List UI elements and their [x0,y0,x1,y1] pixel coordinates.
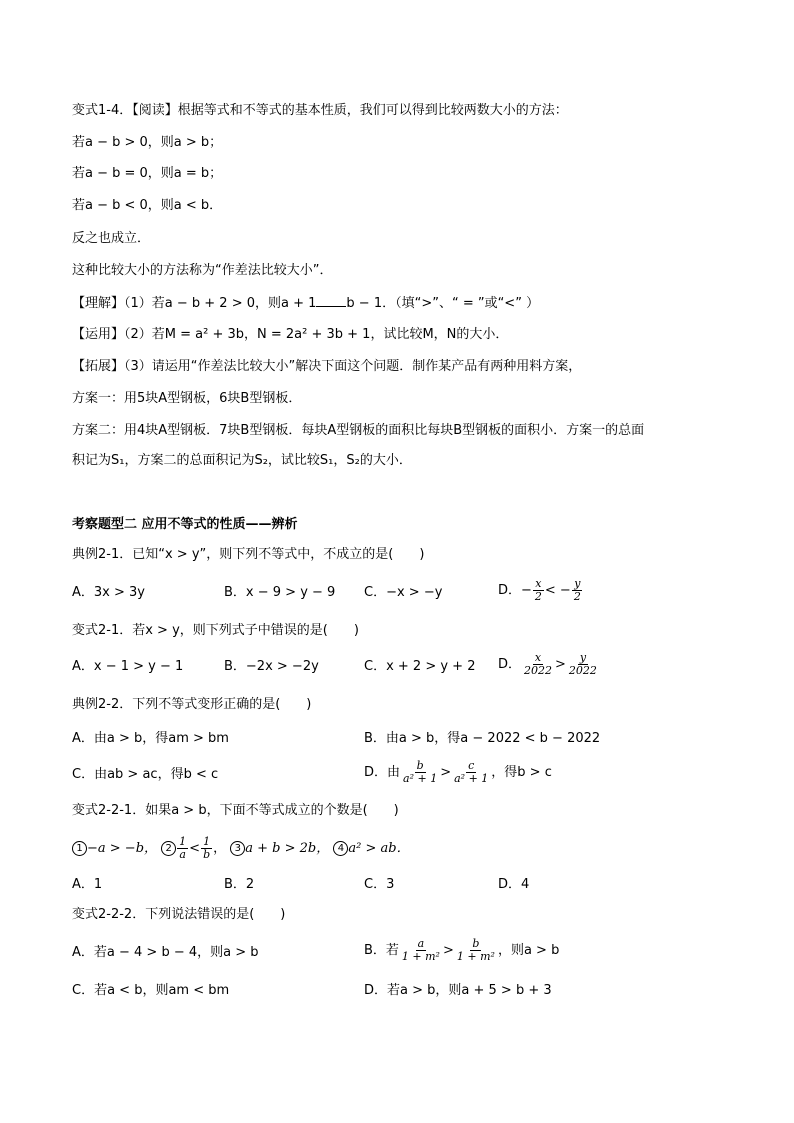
denominator: a [179,848,186,861]
option-b-label: B．若 [364,943,399,958]
denominator: 2022 [568,664,597,677]
operator: > [440,765,452,780]
fraction [401,760,439,785]
option-d[interactable] [364,760,552,785]
option-d[interactable]: D．4 [498,877,530,892]
option-c[interactable]: C．x + 2 > y + 2 [364,659,476,674]
option-d-label: D．由 [364,765,401,780]
option-c[interactable]: C．−x > −y [364,585,443,600]
option-b[interactable]: B．由a > b，得a − 2022 < b − 2022 [364,731,601,746]
fraction [201,836,212,861]
example-2-1: 典例2-1．已知“x > y”，则下列不等式中，不成立的是( ) [72,547,425,562]
section-heading: 考察题型二 应用不等式的性质——辨析 [72,517,298,532]
fraction [533,578,544,603]
denominator: 1 + m² [401,950,440,963]
fraction [177,836,188,861]
option-b[interactable]: B．x − 9 > y − 9 [224,585,336,600]
separator: ， [213,841,227,856]
numerator: y [579,651,587,664]
rule-greater: 若a − b > 0，则a > b； [72,135,223,150]
fraction [572,578,583,603]
option-c[interactable]: C．3 [364,877,395,892]
apply-question: 【运用】（2）若M = a² + 3b，N = 2a² + 3b + 1，试比较M，N的大小． [72,327,509,342]
converse-line: 反之也成立． [72,231,151,246]
operator: < [189,841,201,856]
numerator: x [534,651,542,664]
option-d-label: D．− [498,583,532,598]
circled-number: 3 [230,841,245,856]
circled-number: 1 [72,841,87,856]
fraction [455,938,497,963]
statements-line [72,836,410,861]
statement-3: a + b > 2b， [245,841,330,856]
numerator: 1 [179,835,187,848]
rule-equal: 若a − b = 0，则a = b； [72,166,223,181]
option-d[interactable] [498,578,584,603]
denominator: a² + 1 [403,772,438,785]
option-b[interactable]: B．−2x > −2y [224,659,319,674]
circled-number: 2 [161,841,176,856]
option-b-tail: ，则a > b [497,943,560,958]
plan-two: 方案二：用4块A型钢板．7块B型钢板．每块A型钢板的面积比每块B型钢板的面积小．方案一的总面 [72,423,645,438]
statement-1: −a > −b， [87,841,158,856]
option-c[interactable]: C．由ab > ac，得b < c [72,767,219,782]
operator: > [442,943,454,958]
numerator: 1 [203,835,211,848]
option-a[interactable]: A．若a − 4 > b − 4，则a > b [72,945,259,960]
variant-2-1: 变式2-1．若x > y，则下列式子中错误的是( ) [72,623,359,638]
denominator: 2022 [524,664,553,677]
numerator: b [416,759,424,772]
numerator: a [417,937,425,950]
plan-two-cont: 积记为S₁，方案二的总面积记为S₂，试比较S₁，S₂的大小． [72,453,412,468]
variant-2-2-2: 变式2-2-2．下列说法错误的是( ) [72,907,286,922]
example-2-2: 典例2-2．下列不等式变形正确的是( ) [72,697,312,712]
option-d[interactable] [498,652,600,677]
rule-less: 若a − b < 0，则a < b． [72,198,223,213]
fraction [452,760,490,785]
answer-blank[interactable] [316,294,346,307]
operator: < − [544,583,571,598]
circled-number: 4 [333,841,348,856]
option-b[interactable]: B．2 [224,877,255,892]
statement-4: a² > ab． [348,841,410,856]
understand-question [72,294,539,313]
numerator: y [574,577,581,590]
intro-line: 变式1-4．【阅读】根据等式和不等式的基本性质，我们可以得到比较两数大小的方法： [72,103,568,118]
denominator: 2 [534,590,542,603]
denominator: b [203,848,211,861]
numerator: x [535,577,542,590]
option-a[interactable]: A．x − 1 > y − 1 [72,659,184,674]
numerator: c [468,759,475,772]
option-d[interactable]: D．若a > b，则a + 5 > b + 3 [364,983,552,998]
option-d-label: D． [498,657,522,672]
option-b[interactable] [364,938,559,963]
method-name-line: 这种比较大小的方法称为“作差法比较大小”． [72,263,333,278]
numerator: b [472,937,480,950]
variant-2-2-1: 变式2-2-1．如果a > b，下面不等式成立的个数是( ) [72,803,399,818]
denominator: a² + 1 [454,772,489,785]
fraction [522,652,554,677]
denominator: 2 [573,590,581,603]
fraction [400,938,442,963]
denominator: 1 + m² [456,950,495,963]
option-a[interactable]: A．1 [72,877,103,892]
understand-text-b: b − 1．（填“>”、“ = ”或“<” ） [346,296,540,311]
option-a[interactable]: A．3x > 3y [72,585,145,600]
option-d-tail: ，得b > c [491,765,552,780]
option-a[interactable]: A．由a > b，得am > bm [72,731,229,746]
fraction [567,652,599,677]
plan-one: 方案一：用5块A型钢板，6块B型钢板． [72,391,302,406]
operator: > [555,657,566,672]
understand-text-a: 【理解】（1）若a − b + 2 > 0，则a + 1 [72,296,317,311]
extend-question: 【拓展】（3）请运用“作差法比较大小”解决下面这个问题．制作某产品有两种用料方案， [72,359,582,374]
option-c[interactable]: C．若a < b，则am < bm [72,983,230,998]
